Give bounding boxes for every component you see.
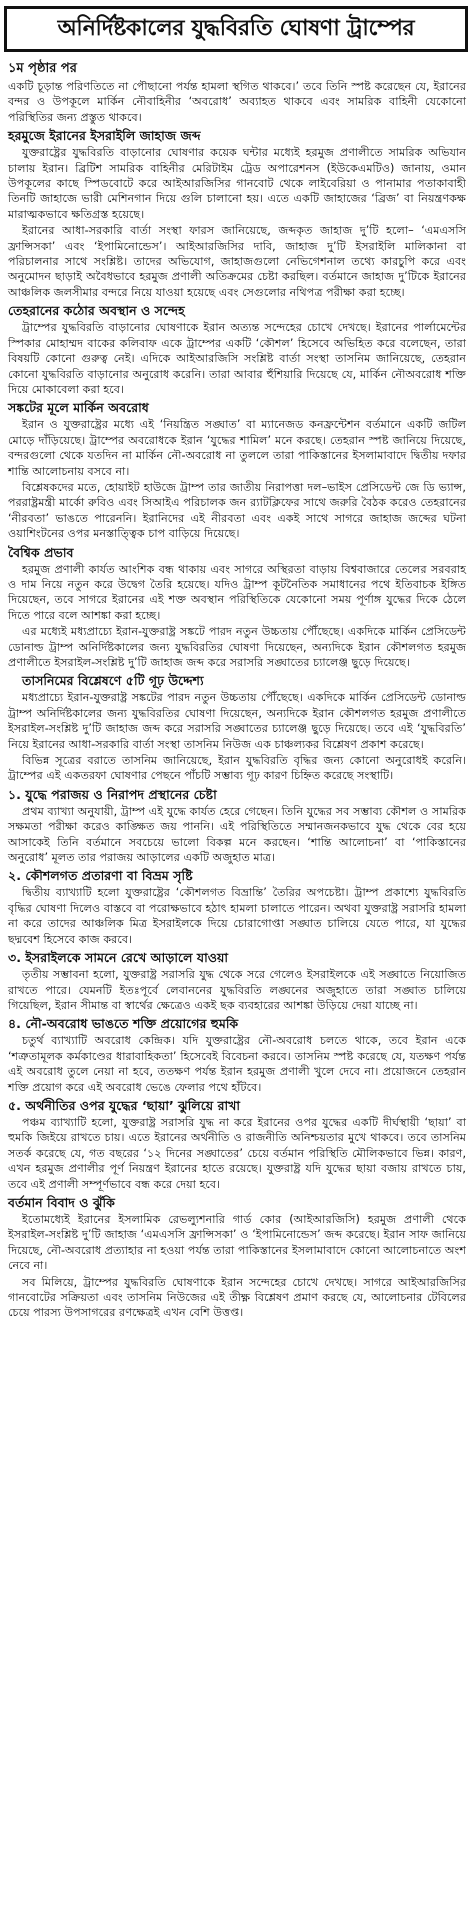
article-section	[8, 673, 466, 783]
paragraph: ইরান ও যুক্তরাষ্ট্রের মধ্যে এই ‘নিয়ন্ত্রিত সঙ্ঘাত’ বা ম্যানেজড কনফ্রন্টেশন বর্তমানে একটি জটিল মোড়ে দাঁড়িয়েছে। ট্রাম্পের অবরোধকে ইরান ‘যুদ্ধের শামিল’ মনে করছে। তেহরান স্পষ্ট জানিয়ে দিয়েছে, বন্দরগুলো থেকে যতদিন না মার্কিন নৌ-অবরোধ না তুললে তারা পাকিস্তানের ইসলামাবাদে দ্বিতীয় দফার শান্তি আলোচনায় বসবে না।	[8, 418, 466, 478]
paragraph: ট্রাম্পের যুদ্ধবিরতি বাড়ানোর ঘোষণাকে ইরান অত্যন্ত সন্দেহের চোখে দেখছে। ইরানের পার্লামেন্টের স্পিকার মোহাম্মদ বাকের কলিবাফ একে ট্রাম্পের একটি ‘কৌশল’ হিসেবে অভিহিত করে বলেছেন, তারা বিষয়টি কোনো গুরুত্ব নেই। এদিকে আইআরজিসি সংশ্লিষ্ট বার্তা সংস্থা তাসনিম জানিয়েছে, তেহরান কোনো যুদ্ধবিরতি বাড়ানোর অনুরোধ করেনি। তারা আবার হুঁশিয়ারি দিয়েছে যে, মার্কিন নৌঅবরোধ শক্তি দিয়ে মোকাবেলা করা হবে।	[8, 321, 466, 396]
article-section	[8, 787, 466, 866]
section-heading: হরমুজে ইরানের ইসরাইলি জাহাজ জব্দ	[8, 128, 201, 144]
article-section	[8, 1195, 466, 1321]
article-section	[8, 868, 466, 947]
paragraph: ইতোমধ্যেই ইরানের ইসলামিক রেভল্যুশনারি গার্ড কোর (আইআরজিসি) হরমুজ প্রণালী থেকে ইসরাইল-সংশ্লিষ্ট দু’টি জাহাজ ‘এমএসসি ফ্রান্সিসকা’ ও ‘ইপামিনোন্ডেস’ জব্দ করেছে। ইরান সাফ জানিয়ে দিয়েছে, নৌ-অবরোধ প্রত্যাহার না হওয়া পর্যন্ত তারা পাকিস্তানের ইসলামাবাদে কোনো আলোচনাতে অংশ নেবে না।	[8, 1212, 466, 1273]
paragraph: ইরানের আধা-সরকারি বার্তা সংস্থা ফারস জানিয়েছে, জব্দকৃত জাহাজ দু’টি হলো– ‘এমএসসি ফ্রান্সিসকা’ এবং ‘ইপামিনোন্ডেস’। আইআরজিসির দাবি, জাহাজ দু’টি ইসরাইলি মালিকানা বা পরিচালনার সাথে সংশ্লিষ্ট। তাদের অভিযোগ, জাহাজগুলো নেভিগেশনাল তথ্যে কারচুপি করে এবং অনুমোদন ছাড়াই অবৈধভাবে হরমুজ প্রণালী অতিক্রমের চেষ্টা করছিল। বর্তমানে জাহাজ দু’টিকে ইরানের আঞ্চলিক জলসীমার বন্দরে নিয়ে যাওয়া হয়েছে এবং সেগুলোর নথিপত্র পরীক্ষা করা হচ্ছে।	[8, 224, 466, 299]
section-heading: ২. কৌশলগত প্রতারণা বা বিভ্রম সৃষ্টি	[8, 868, 193, 884]
article-section	[8, 1016, 466, 1095]
paragraph: যুক্তরাষ্ট্রের যুদ্ধবিরতি বাড়ানোর ঘোষণার কয়েক ঘন্টার মধ্যেই হরমুজ প্রণালীতে সামরিক অভিযান চালায় ইরান। ব্রিটিশ সামরিক বাহিনীর মেরিটাইম ট্রেড অপারেশনস (ইউকেএমটিও) জানায়, ওমান উপকূলের কাছে স্পিডবোটে করে আইআরজিসির গানবোট থেকে লাইবেরিয়া ও পানামার পতাকাবাহী তিনটি জাহাজে ভারী মেশিনগান দিয়ে গুলি চালানো হয়। এতে একটি জাহাজের ‘ব্রিজ’ বা নিয়ন্ত্রণকক্ষ মারাত্মকভাবে ক্ষতিগ্রস্ত হয়েছে।	[8, 146, 466, 221]
paragraph: বিশ্লেষকদের মতে, হোয়াইট হাউজে ট্রাম্প তার জাতীয় নিরাপত্তা দল–ভাইস প্রেসিডেন্ট জে ডি ভ্যান্স, পররাষ্ট্রমন্ত্রী মার্কো রুবিও এবং সিআইএ পরিচালক জন র‍্যাটক্লিফের সাথে জরুরি বৈঠক করেও তেহরানের ‘নীরবতা’ ভাঙতে পারেননি। ইরানিদের এই নীরবতা এবং একই সাথে সাগরে জাহাজ জব্দের ঘটনা ওয়াশিংটনের ওপর মনস্তাত্ত্বিক চাপ বাড়িয়ে দিয়েছে।	[8, 480, 466, 541]
paragraph: মধ্যপ্রাচ্যে ইরান-যুক্তরাষ্ট্র সঙ্কটের পারদ নতুন উচ্চতায় পৌঁছেছে। একদিকে মার্কিন প্রেসিডেন্ট ডোনাল্ড ট্রাম্প অনির্দিষ্টকালের জন্য যুদ্ধবিরতির ঘোষণা দিয়েছেন, অন্যদিকে ইরান কৌশলগত হরমুজ প্রণালীতে ইসরাইল-সংশ্লিষ্ট দু’টি জাহাজ জব্দ করে সরাসরি সঙ্ঘাতের চ্যালেঞ্জ ছুড়ে দিয়েছে। তবে এই ‘যুদ্ধবিরতি’ নিয়ে ইরানের আধা-সরকারি বার্তা সংস্থা তাসনিম নিউজ এক চাঞ্চল্যকর বিশ্লেষণ প্রকাশ করেছে।	[8, 691, 466, 751]
section-heading: তেহরানের কঠোর অবস্থান ও সন্দেহ	[8, 303, 185, 319]
paragraph: তৃতীয় সম্ভাবনা হলো, যুক্তরাষ্ট্র সরাসরি যুদ্ধ থেকে সরে গেলেও ইসরাইলকে এই সঙ্ঘাতে নিয়োজিত রাখতে পারে। যেমনটি ইতঃপূর্বে লেবাননের যুদ্ধবিরতি লঙ্ঘনের অজুহাতে তারা সঙ্ঘাত চালিয়ে গিয়েছিল, ইরান সীমান্ত বা স্বার্থের ক্ষেত্রেও একই ছক ব্যবহারের আশঙ্কা উড়িয়ে দেয়া যাচ্ছে না।	[8, 968, 466, 1012]
section-heading: বৈশ্বিক প্রভাব	[8, 544, 74, 560]
paragraph: পঞ্চম ব্যাখ্যাটি হলো, যুক্তরাষ্ট্র সরাসরি যুদ্ধ না করে ইরানের ওপর যুদ্ধের একটি দীর্ঘস্থায়ী ‘ছায়া’ বা হুমকি জিইয়ে রাখতে চায়। এতে ইরানের অর্থনীতি ও রাজনীতি অনিশ্চয়তার মুখে থাকবে। তবে তাসনিম সতর্ক করেছে যে, গত বছরের ‘১২ দিনের সঙ্ঘাতের’ চেয়ে বর্তমান পরিস্থিতি মৌলিকভাবে ভিন্ন। কারণ, এখন হরমুজ প্রণালীর পূর্ণ নিয়ন্ত্রণ ইরানের হাতে রয়েছে। যুক্তরাষ্ট্র যদি যুদ্ধের ছায়া বজায় রাখতে চায়, তবে এই প্রণালী সম্পূর্ণভাবে বন্ধ করে দেয়া হবে।	[8, 1115, 466, 1191]
article-section	[8, 950, 466, 1013]
headline: অনির্দিষ্টকালের যুদ্ধবিরতি ঘোষণা ট্রাম্পের	[4, 6, 468, 52]
article-section	[8, 303, 466, 397]
paragraph: প্রথম ব্যাখ্যা অনুযায়ী, ট্রাম্প এই যুদ্ধে কার্যত হেরে গেছেন। তিনি যুদ্ধের সব সম্ভাব্য কৌশল ও সামরিক সক্ষমতা পরীক্ষা করেও কাঙ্ক্ষিত জয় পাননি। এই পরিস্থিতিতে সম্মানজনকভাবে যুদ্ধ থেকে বের হয়ে আসাকেই তিনি বর্তমানে সবচেয়ে ভালো বিকল্প মনে করছেন। ‘শান্তি আলোচনা’ বা ‘পাকিস্তানের অনুরোধ’ মূলত তার পরাজয় আড়ালের একটি অজুহাত মাত্র।	[8, 804, 466, 865]
section-heading: তাসনিমের বিশ্লেষণে ৫টি গূঢ় উদ্দেশ্য	[22, 673, 204, 689]
paragraph: দ্বিতীয় ব্যাখ্যাটি হলো যুক্তরাষ্ট্রের ‘কৌশলগত বিভ্রান্তি’ তৈরির অপচেষ্টা। ট্রাম্প প্রকাশ্যে যুদ্ধবিরতি বৃদ্ধির ঘোষণা দিলেও বাস্তবে বা পরোক্ষভাবে হঠাৎ হামলা চালাতে পারেন। অথবা যুক্তরাষ্ট্র সরাসরি হামলা না করে তাদের আঞ্চলিক মিত্র ইসরাইলকে দিয়ে চোরাগোপ্তা সঙ্ঘাত চালিয়ে যেতে পারে, যা যুদ্ধের ছদ্মবেশ হিসেবে কাজ করবে।	[8, 886, 466, 946]
paragraph: এর মধ্যেই মধ্যপ্রাচ্যে ইরান-যুক্তরাষ্ট্র সঙ্কটে পারদ নতুন উচ্চতায় পৌঁছেছে। একদিকে মার্কিন প্রেসিডেন্ট ডোনাল্ড ট্রাম্প অনির্দিষ্টকালের জন্য যুদ্ধবিরতির ঘোষণা দিয়েছেন, অন্যদিকে ইরান কৌশলগত হরমুজ প্রণালীতে ইসরাইল-সংশ্লিষ্ট দু’টি জাহাজ জব্দ করে সরাসরি সঙ্ঘাতের চ্যালেঞ্জ ছুড়ে দিয়েছে।	[8, 625, 466, 669]
paragraph: বিভিন্ন সূত্রের বরাতে তাসনিম জানিয়েছে, ইরান যুদ্ধবিরতি বৃদ্ধির জন্য কোনো অনুরোধই করেনি। ট্রাম্পের এই একতরফা ঘোষণার পেছনে পাঁচটি সম্ভাব্য গূঢ় কারণ চিহ্নিত করেছে সংস্থাটি।	[8, 754, 466, 783]
article-body	[0, 79, 472, 1321]
continuation-note: ১ম পৃষ্ঠার পর	[8, 61, 77, 76]
article-section	[8, 79, 466, 125]
article-section	[8, 128, 466, 300]
article-section	[8, 545, 466, 671]
article-section	[8, 1098, 466, 1192]
section-heading: সঙ্কটের মূলে মার্কিন অবরোধ	[8, 400, 149, 416]
paragraph: একটি চূড়ান্ত পরিণতিতে না পৌছানো পর্যন্ত হামলা স্থগিত থাকবে।’ তবে তিনি স্পষ্ট করেছেন যে, ইরানের বন্দর ও উপকূলে মার্কিন নৌবাহিনীর ‘অবরোধ’ অব্যাহত থাকবে এবং সামরিক বাহিনী যেকোনো পরিস্থিতির জন্য প্রস্তুত থাকবে।	[8, 80, 466, 124]
section-heading: ৫. অর্থনীতির ওপর যুদ্ধের ‘ছায়া’ ঝুলিয়ে রাখা	[8, 1097, 241, 1113]
section-heading: ১. যুদ্ধে পরাজয় ও নিরাপদ প্রস্থানের চেষ্টা	[8, 786, 217, 802]
section-heading: ৪. নৌ-অবরোধ ভাঙতে শক্তি প্রয়োগের হুমকি	[8, 1016, 239, 1032]
article-section	[8, 400, 466, 541]
paragraph: সব মিলিয়ে, ট্রাম্পের যুদ্ধবিরতি ঘোষণাকে ইরান সন্দেহের চোখে দেখছে। সাগরে আইআরজিসির গানবোটের সক্রিয়তা এবং তাসনিম নিউজের এই তীক্ষ্ণ বিশ্লেষণ প্রমাণ করছে যে, আলোচনার টেবিলের চেয়ে পারস্য উপসাগরের রণক্ষেত্রই এখন বেশি উত্তপ্ত।	[8, 1275, 466, 1320]
section-heading: ৩. ইসরাইলকে সামনে রেখে আড়ালে যাওয়া	[8, 950, 229, 966]
section-heading: বর্তমান বিবাদ ও ঝুঁকি	[8, 1194, 115, 1210]
paragraph: চতুর্থ ব্যাখ্যাটি অবরোধ কেন্দ্রিক। যদি যুক্তরাষ্ট্রের নৌ-অবরোধ চলতে থাকে, তবে ইরান একে ‘শত্রুতামূলক কর্মকাণ্ডের ধারাবাহিকতা’ হিসেবেই বিবেচনা করবে। তাসনিম স্পষ্ট করেছে যে, যতক্ষণ পর্যন্ত এই অবরোধ তুলে নেয়া না হবে, ততক্ষণ পর্যন্ত ইরান হরমুজ প্রণালী খুলে দেবে না। প্রয়োজনে তেহরান শক্তি প্রয়োগ করে এই অবরোধ ভেঙে ফেলার পথে হাঁটবে।	[8, 1034, 466, 1094]
paragraph: হরমুজ প্রণালী কার্যত আংশিক বন্ধ থাকায় এবং সাগরে অস্থিরতা বাড়ায় বিশ্ববাজারে তেলের সরবরাহ ও দাম নিয়ে নতুন করে উদ্বেগ তৈরি হয়েছে। যদিও ট্রাম্প কূটনৈতিক সমাধানের পথে ইতিবাচক ইঙ্গিত দিয়েছেন, তবে সাগরে ইরানের এই শক্ত অবস্থান পরিস্থিতিকে যেকোনো সময় পূর্ণাঙ্গ যুদ্ধের দিকে ঠেলে দিতে পারে বলে আশঙ্কা করা হচ্ছে।	[8, 562, 466, 622]
